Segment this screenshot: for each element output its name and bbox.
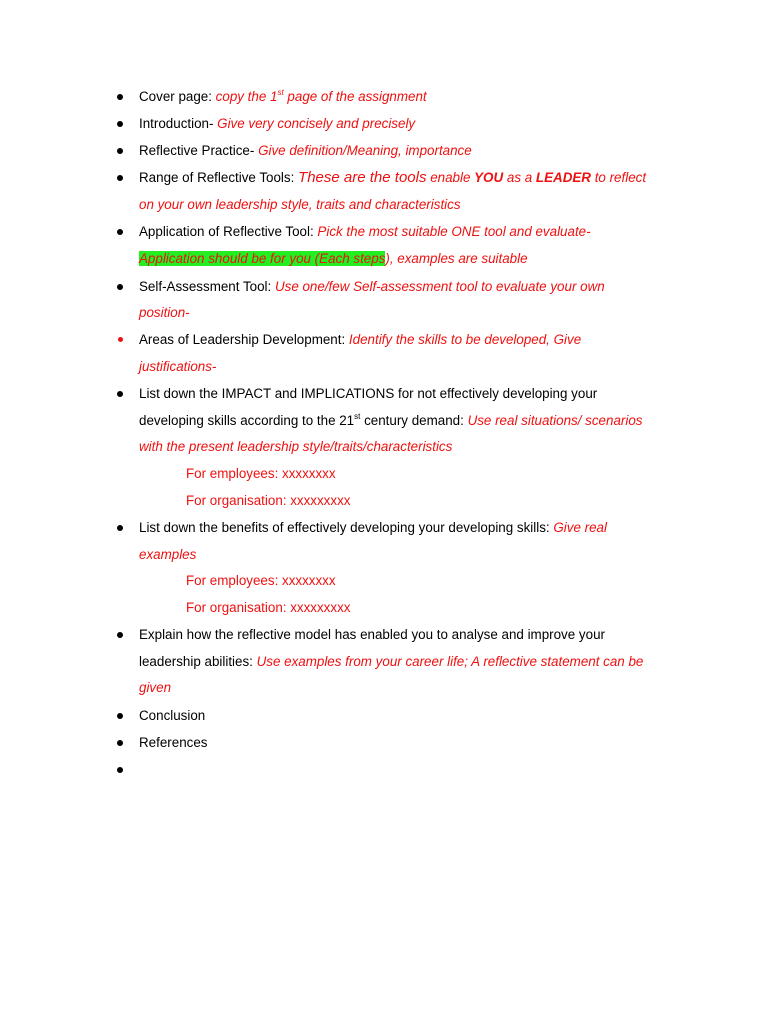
- list-item-impact-line2: [139, 408, 699, 435]
- explain-line2-text: leadership abilities:: [139, 654, 257, 669]
- list-item-areas-of-development: [139, 327, 699, 354]
- bullet: [115, 219, 125, 229]
- bullet: [115, 730, 125, 740]
- impact-note-line3: with the present leadership style/traits/characteristics: [139, 439, 453, 454]
- range-note-you: YOU: [474, 170, 504, 185]
- benefits-employees: For employees: xxxxxxxx: [186, 573, 336, 588]
- application-note: Pick the most suitable ONE tool and evaluate-: [317, 224, 591, 239]
- list-item-self-assessment-line2: [139, 300, 699, 327]
- impact-employees: For employees: xxxxxxxx: [186, 466, 336, 481]
- bullet-empty: [115, 757, 125, 767]
- list-item-benefits: [139, 515, 699, 542]
- bullet: [115, 274, 125, 284]
- explain-line1: Explain how the reflective model has enabled you to analyse and improve your: [139, 627, 605, 642]
- areas-note: Identify the skills to be developed, Give: [348, 332, 582, 347]
- conclusion-label: Conclusion: [139, 708, 206, 723]
- impact-line1: List down the IMPACT and IMPLICATIONS for not effectively developing your: [139, 386, 598, 401]
- list-item-explain: [139, 622, 699, 649]
- introduction-label: Introduction-: [139, 116, 218, 131]
- introduction-note: Give very concisely and precisely: [217, 116, 416, 131]
- range-note-text: enable: [426, 170, 475, 185]
- range-note-text: to reflect: [590, 170, 647, 185]
- bullet: [115, 381, 125, 391]
- areas-note-line2: justifications-: [139, 359, 217, 374]
- explain-note: Use examples from your career life; A reflective statement can be: [256, 654, 644, 669]
- list-item-impact-line3: [139, 434, 699, 461]
- range-label: Range of Reflective Tools:: [139, 170, 299, 185]
- list-item-reflective-practice: [139, 138, 699, 165]
- application-label: Application of Reflective Tool:: [139, 224, 318, 239]
- reflective-practice-note: Give definition/Meaning, importance: [258, 143, 472, 158]
- benefits-line1: List down the benefits of effectively developing your developing skills:: [139, 520, 554, 535]
- list-item-introduction: [139, 111, 699, 138]
- bullet: [115, 138, 125, 148]
- bullet: [115, 703, 125, 713]
- range-note-leader: LEADER: [535, 170, 591, 185]
- list-item-benefits-line2: [139, 542, 699, 569]
- range-note-line2: on your own leadership style, traits and characteristics: [139, 197, 461, 212]
- cover-label: Cover page:: [139, 89, 216, 104]
- range-note-text: as a: [503, 170, 536, 185]
- list-item-conclusion: [139, 703, 699, 730]
- list-item-range-of-tools: [139, 165, 699, 192]
- application-highlight: Application should be for you (Each steps: [139, 251, 386, 266]
- list-item-explain-line3: [139, 675, 699, 702]
- list-item-impact: [139, 381, 699, 408]
- list-item-self-assessment: [139, 274, 699, 301]
- list-item-cover: [139, 84, 699, 111]
- impact-note: Use real situations/ scenarios: [467, 413, 643, 428]
- list-item-areas-line2: [139, 354, 699, 381]
- bullet: [115, 515, 125, 525]
- bullet: [115, 165, 125, 175]
- application-note-rest: ), examples are suitable: [385, 251, 528, 266]
- explain-note-line3: given: [139, 680, 172, 695]
- references-label: References: [139, 735, 208, 750]
- list-item-application-line2: [139, 246, 699, 273]
- impact-line2-sup: st: [354, 412, 361, 421]
- bullet-red: [115, 327, 125, 337]
- bullet: [115, 622, 125, 632]
- impact-line2-text: century demand:: [360, 413, 468, 428]
- reflective-practice-label: Reflective Practice-: [139, 143, 259, 158]
- list-item-application: [139, 219, 699, 246]
- impact-line2-text: developing skills according to the 21: [139, 413, 355, 428]
- bullet: [115, 111, 125, 121]
- list-item-references: [139, 730, 699, 757]
- benefits-note: Give real: [553, 520, 607, 535]
- benefits-note-line2: examples: [139, 547, 197, 562]
- areas-label: Areas of Leadership Development:: [139, 332, 349, 347]
- self-assessment-label: Self-Assessment Tool:: [139, 279, 275, 294]
- self-assessment-note: Use one/few Self-assessment tool to evaluate your own: [274, 279, 605, 294]
- benefits-organisation: For organisation: xxxxxxxxx: [186, 600, 351, 615]
- cover-note: copy the 1st page of the assignment: [215, 88, 427, 104]
- range-note-big: These are the tools: [298, 169, 427, 186]
- list-item-explain-line2: [139, 649, 699, 676]
- impact-organisation: For organisation: xxxxxxxxx: [186, 493, 351, 508]
- bullet: [115, 84, 125, 94]
- self-assessment-note-line2: position-: [139, 305, 190, 320]
- list-item-range-line2: [139, 192, 699, 219]
